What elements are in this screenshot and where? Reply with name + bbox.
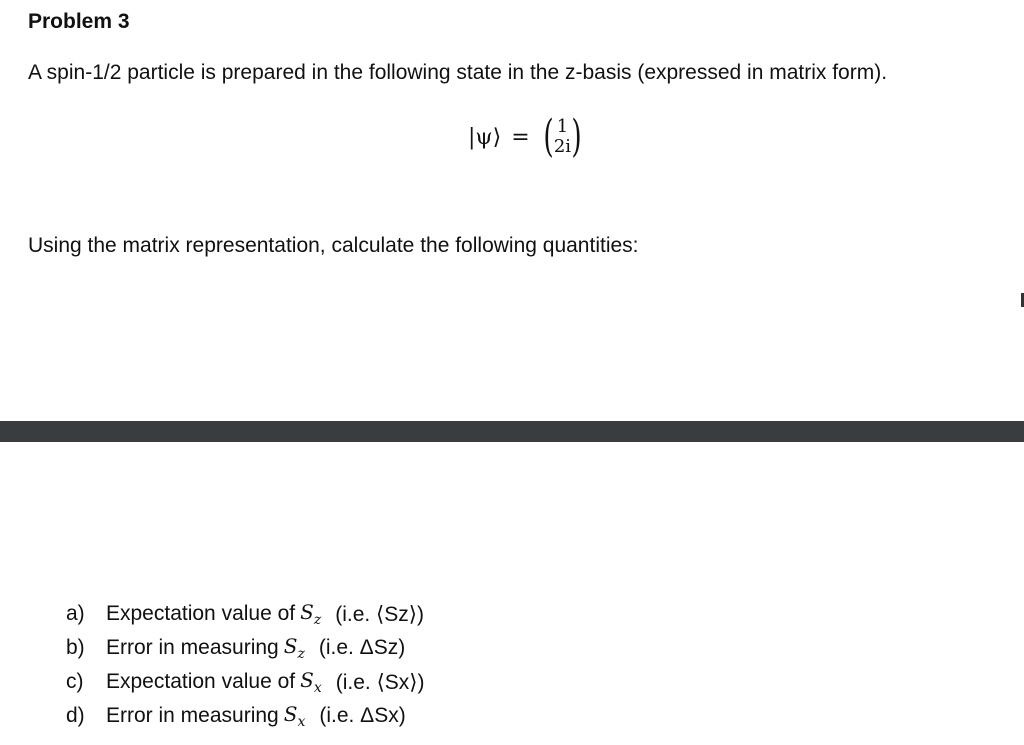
equals-sign: = bbox=[511, 124, 530, 150]
page-divider bbox=[0, 421, 1024, 442]
vector-entries bbox=[554, 117, 571, 157]
vector-entry-bottom: 2i bbox=[553, 136, 572, 157]
question-text: Error in measuring bbox=[106, 704, 279, 727]
operator-symbol: $S_z$ bbox=[300, 600, 322, 628]
question-letter: d) bbox=[66, 704, 85, 727]
problem-title: Problem 3 bbox=[28, 10, 130, 33]
question-text: Expectation value of bbox=[106, 602, 296, 625]
instruction-text: Using the matrix representation, calculate the following quantities: bbox=[28, 234, 639, 257]
right-paren: ) bbox=[571, 111, 582, 162]
question-letter: a) bbox=[66, 602, 85, 625]
problem-intro: A spin-1/2 particle is prepared in the following state in the z-basis (expressed in matrix form). bbox=[28, 61, 888, 84]
operator-symbol: $S_z$ bbox=[283, 634, 305, 662]
question-c bbox=[66, 665, 424, 699]
question-letter: b) bbox=[66, 636, 85, 659]
operator-symbol: $S_x$ bbox=[300, 668, 322, 696]
question-paren: (i.e. ⟨Sz⟩) bbox=[335, 602, 424, 626]
question-d bbox=[66, 699, 424, 733]
question-paren: (i.e. ΔSz) bbox=[318, 636, 406, 659]
question-text: Error in measuring bbox=[106, 636, 279, 659]
question-text: Expectation value of bbox=[106, 670, 296, 693]
question-b bbox=[66, 631, 424, 665]
question-list bbox=[66, 597, 424, 733]
state-equation bbox=[468, 112, 585, 162]
question-a bbox=[66, 597, 424, 631]
vector-entry-top: 1 bbox=[556, 116, 569, 137]
question-paren: (i.e. ⟨Sx⟩) bbox=[335, 670, 425, 694]
question-letter: c) bbox=[66, 670, 84, 693]
column-vector bbox=[540, 111, 586, 162]
operator-symbol: $S_x$ bbox=[283, 702, 306, 730]
ket-psi: |ψ⟩ bbox=[468, 124, 502, 150]
left-paren: ( bbox=[543, 111, 554, 162]
question-paren: (i.e. ΔSx) bbox=[319, 704, 406, 727]
